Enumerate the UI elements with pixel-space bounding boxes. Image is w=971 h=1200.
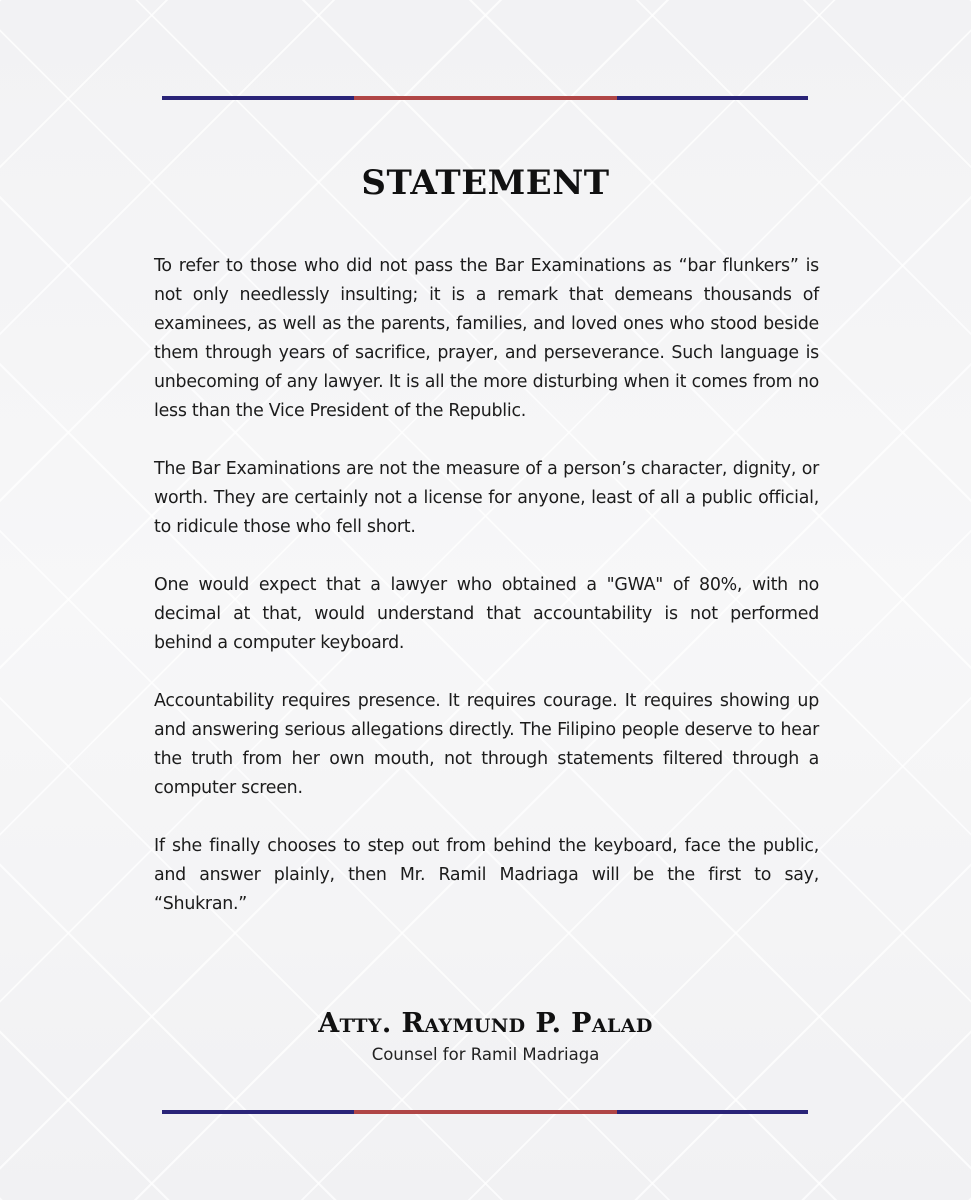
statement-body	[154, 252, 819, 948]
bottom-divider-left-segment	[162, 1110, 354, 1114]
top-divider-left-segment	[162, 96, 354, 100]
bottom-divider	[162, 1110, 808, 1114]
signatory-name: Atty. Raymund P. Palad	[318, 1008, 653, 1039]
paragraph-5: If she finally chooses to step out from behind the keyboard, face the public, and answer plainly, then Mr. Ramil Madriaga will be the first to say, “Shukran.”	[154, 836, 819, 914]
top-divider	[162, 96, 808, 100]
paragraph-1: To refer to those who did not pass the Bar Examinations as “bar flunkers” is not only needlessly insulting; it is a remark that demeans thousands of examinees, as well as the parents, families, and loved ones who stood beside them through years of sacrifice, prayer, and perseverance. Such language is unbecoming of any lawyer. It is all the more disturbing when it comes from no less than the Vice President of the Republic.	[154, 256, 819, 421]
signatory-role: Counsel for Ramil Madriaga	[371, 1045, 600, 1064]
top-divider-right-segment	[617, 96, 808, 100]
bottom-divider-middle-segment	[354, 1110, 617, 1114]
paragraph-4: Accountability requires presence. It requires courage. It requires showing up and answering serious allegations directly. The Filipino people deserve to hear the truth from her own mouth, not through statements filtered through a computer screen.	[154, 691, 819, 798]
top-divider-middle-segment	[354, 96, 617, 100]
signature-block	[0, 1008, 971, 1064]
bottom-divider-right-segment	[617, 1110, 808, 1114]
paragraph-2: The Bar Examinations are not the measure of a person’s character, dignity, or worth. They are certainly not a license for anyone, least of all a public official, to ridicule those who fell short.	[154, 459, 819, 537]
paragraph-3: One would expect that a lawyer who obtained a "GWA" of 80%, with no decimal at that, would understand that accountability is not performed behind a computer keyboard.	[154, 575, 819, 653]
page-title: STATEMENT	[361, 163, 610, 203]
